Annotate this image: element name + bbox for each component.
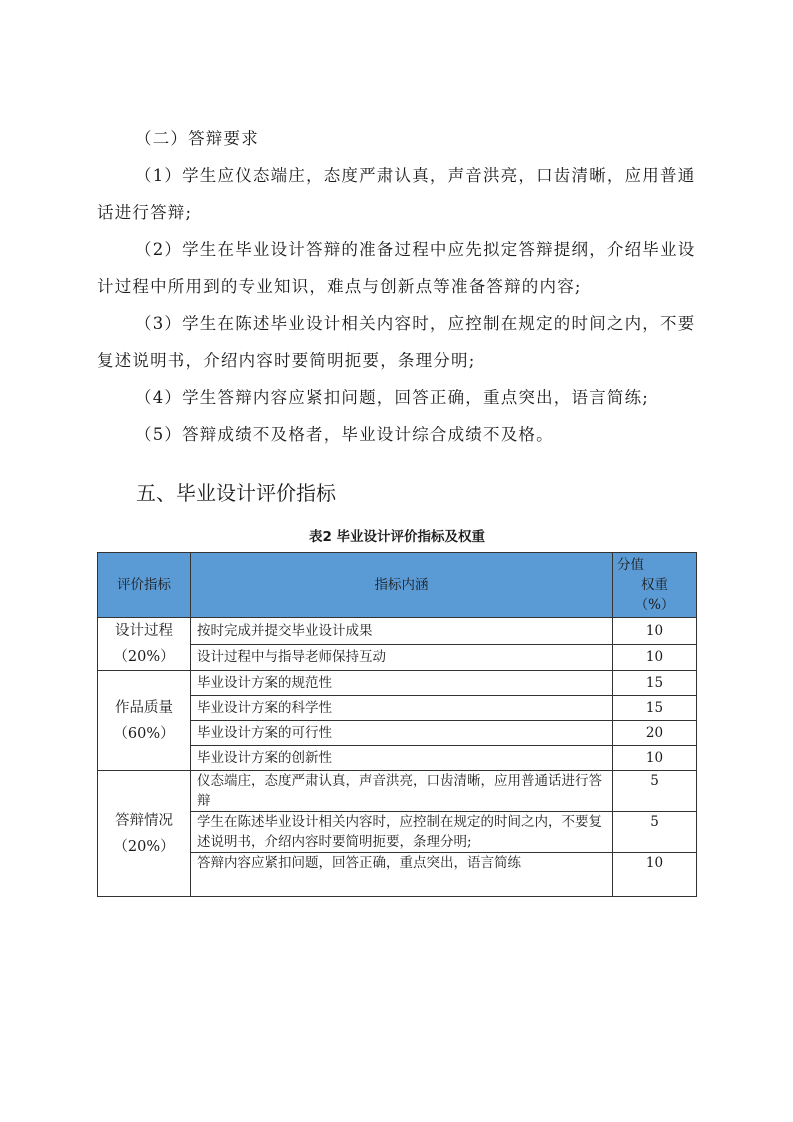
category-name: 作品质量 [115,699,173,716]
table-row [98,771,697,812]
requirement-item-1: （1）学生应仪态端庄，态度严肃认真，声音洪亮，口齿清晰，应用普通话进行答辩; [97,166,696,222]
table-row [98,618,697,645]
evaluation-table [97,552,697,897]
content-cell: 毕业设计方案的规范性 [191,671,613,696]
content-cell: 毕业设计方案的可行性 [191,721,613,746]
requirement-item-5: （5）答辩成绩不及格者，毕业设计综合成绩不及格。 [135,425,554,444]
content-cell: 毕业设计方案的创新性 [191,746,613,771]
category-percent: （20%） [113,649,175,665]
header-weight [613,553,697,618]
score-cell: 15 [613,696,697,721]
category-percent: （20%） [113,838,175,855]
score-cell: 10 [613,644,697,671]
score-cell: 10 [613,618,697,645]
requirement-item-2: （2）学生在毕业设计答辩的准备过程中应先拟定答辩提纲，介绍毕业设计过程中所用到的专业知识，难点与创新点等准备答辩的内容; [97,240,696,296]
category-cell [98,671,191,771]
category-name: 设计过程 [115,623,173,639]
header-weight-line1: 分值 [617,557,644,573]
section-heading: 五、毕业设计评价指标 [136,481,336,505]
header-weight-line2: 权重 [641,577,668,593]
category-name: 答辩情况 [115,812,173,829]
score-cell: 15 [613,671,697,696]
header-weight-line3: （%） [634,597,675,613]
content-cell: 学生在陈述毕业设计相关内容时，应控制在规定的时间之内，不要复述说明书，介绍内容时要简明扼要，条理分明; [191,812,613,853]
header-content: 指标内涵 [191,553,613,618]
score-cell: 10 [613,853,697,897]
table-row [98,671,697,696]
score-cell: 5 [613,812,697,853]
category-percent: （60%） [113,725,175,742]
header-indicator: 评价指标 [98,553,191,618]
score-cell: 5 [613,771,697,812]
content-cell: 仪态端庄，态度严肃认真，声音洪亮，口齿清晰，应用普通话进行答辩 [191,771,613,812]
category-cell [98,771,191,897]
requirement-item-4: （4）学生答辩内容应紧扣问题，回答正确，重点突出，语言简练; [135,388,650,407]
section-subheading: （二）答辩要求 [135,129,259,148]
table-caption: 表2 毕业设计评价指标及权重 [308,529,486,545]
content-cell: 按时完成并提交毕业设计成果 [191,618,613,645]
requirement-item-3: （3）学生在陈述毕业设计相关内容时，应控制在规定的时间之内，不要复述说明书，介绍内容时要简明扼要，条理分明; [97,314,696,370]
content-cell: 设计过程中与指导老师保持互动 [191,644,613,671]
score-cell: 20 [613,721,697,746]
content-cell: 答辩内容应紧扣问题，回答正确，重点突出，语言简练 [191,853,613,897]
table-header-row [98,553,697,618]
category-cell [98,618,191,671]
content-cell: 毕业设计方案的科学性 [191,696,613,721]
score-cell: 10 [613,746,697,771]
